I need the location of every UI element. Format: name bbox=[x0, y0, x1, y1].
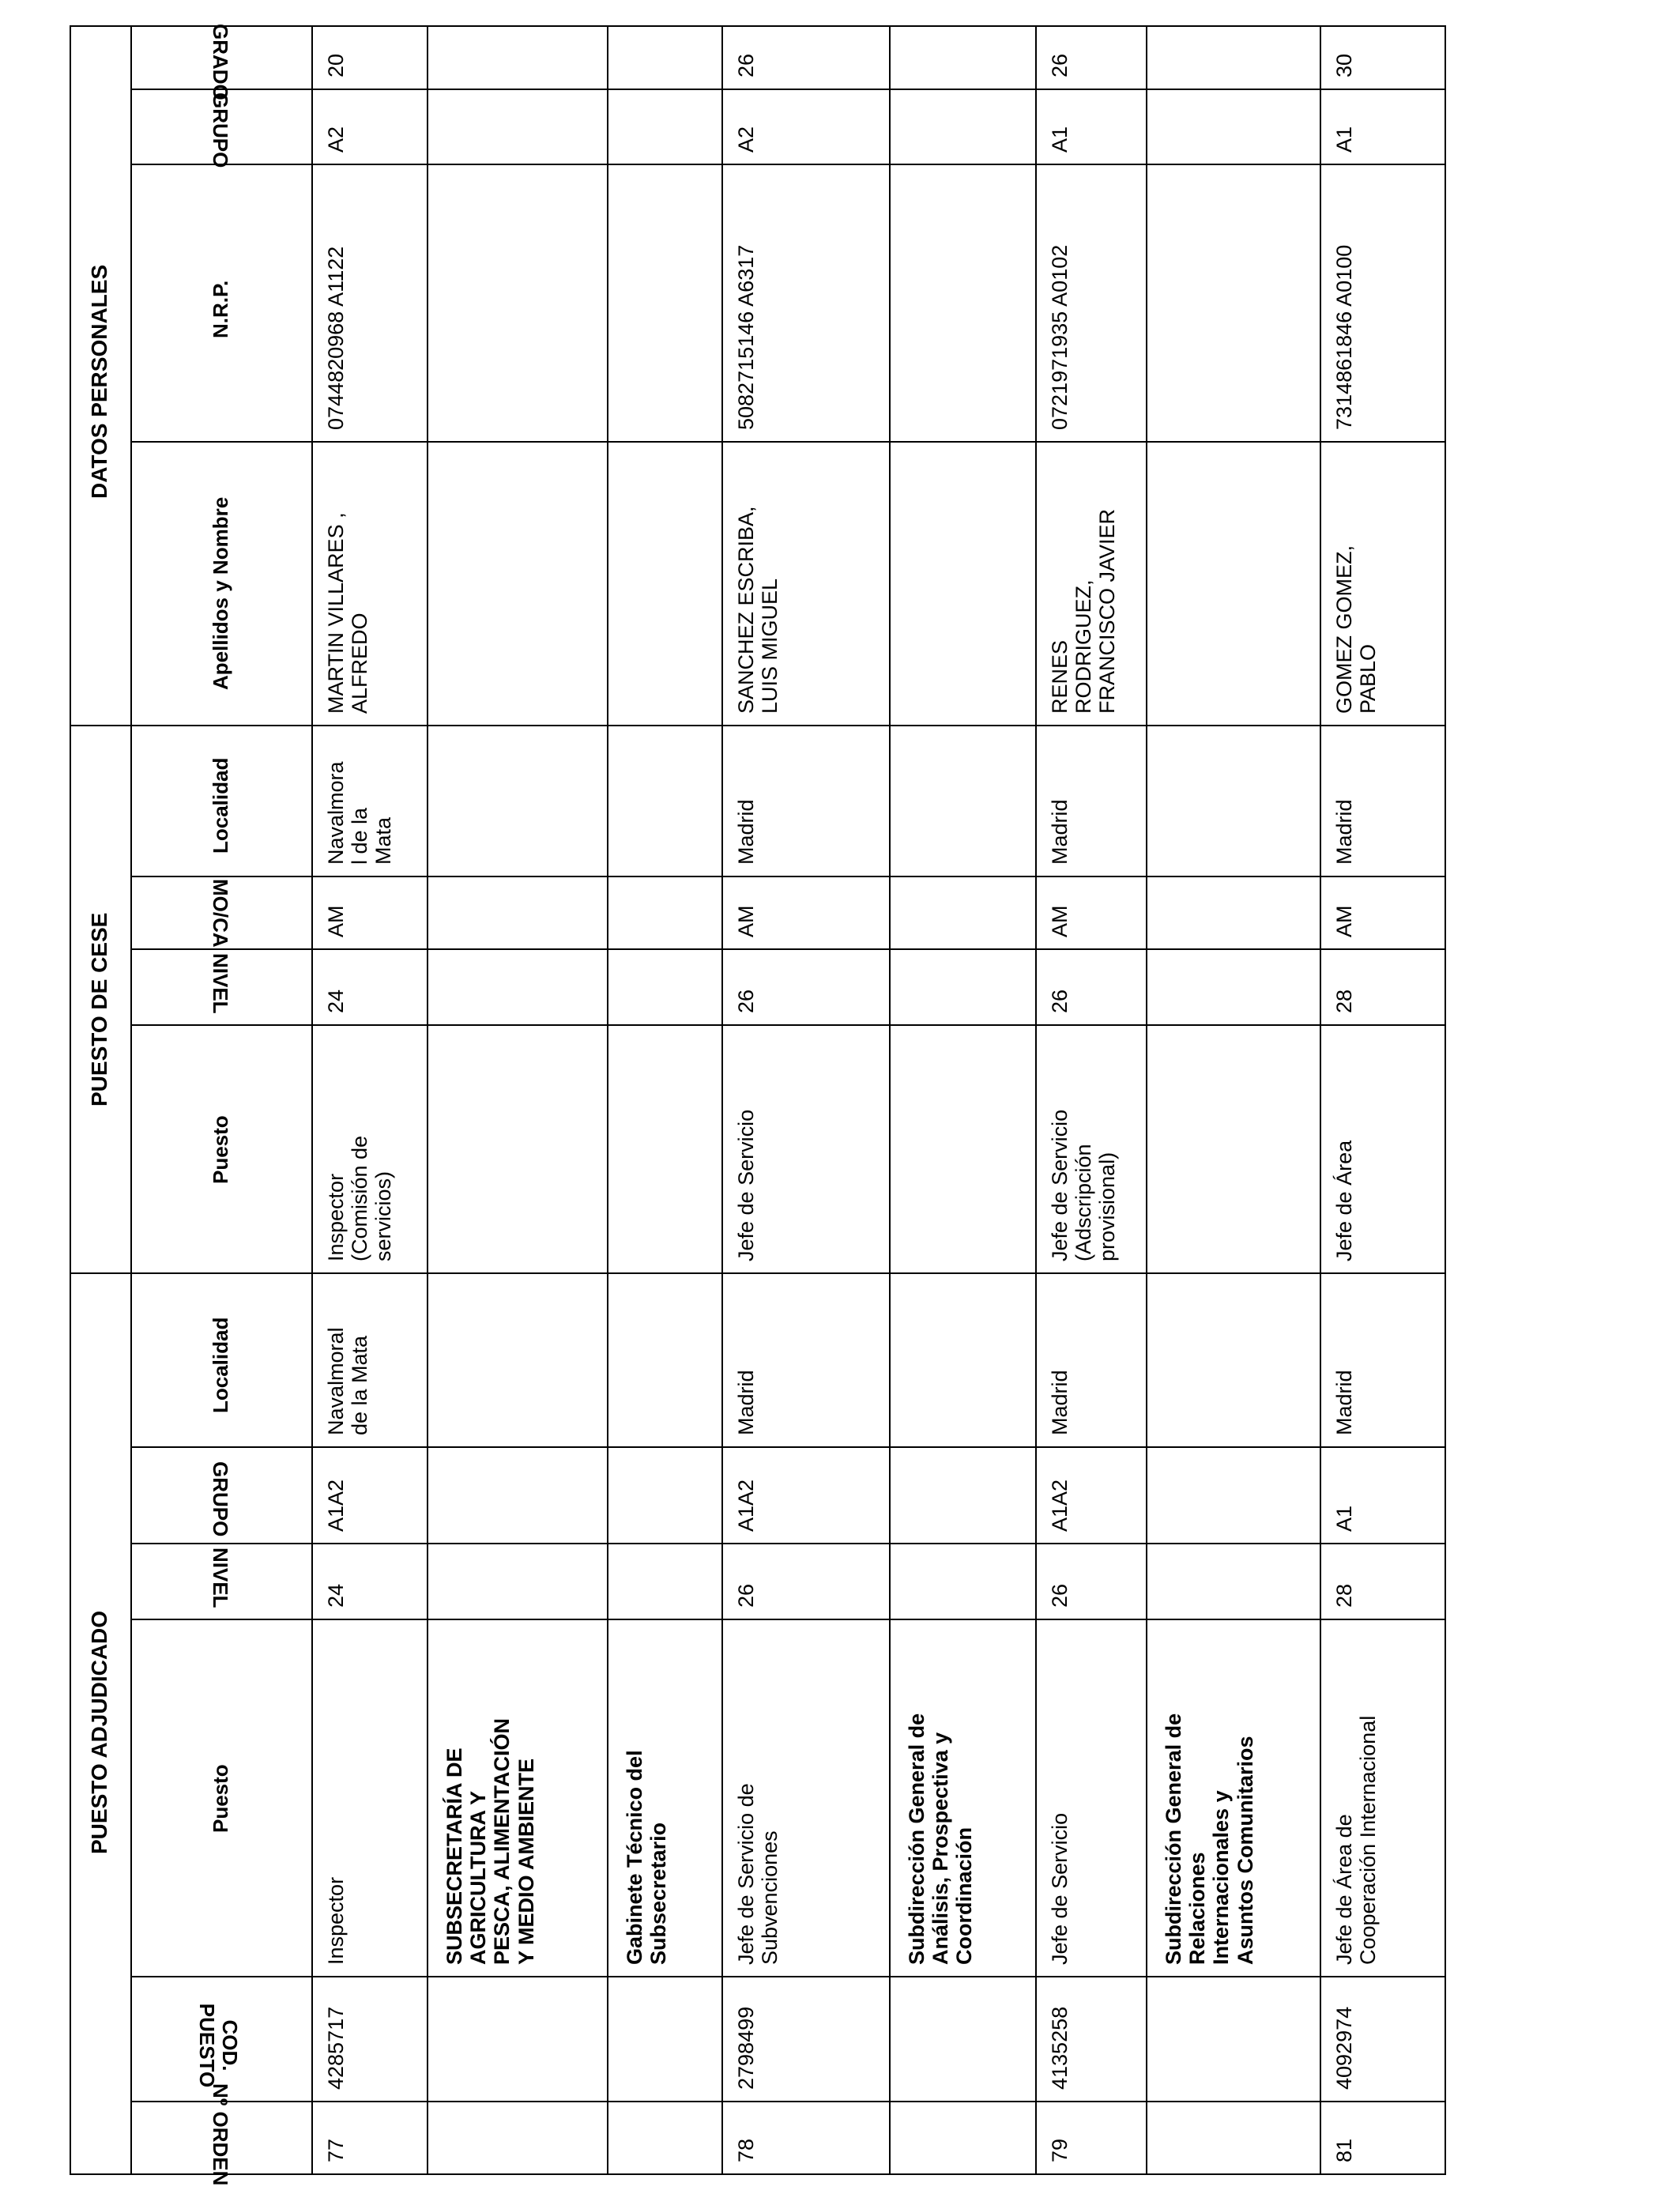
cese-localidad-cell-line: Madrid bbox=[1048, 799, 1072, 865]
adj-puesto-cell-line: Jefe de Servicio de bbox=[734, 1783, 758, 1965]
cese-moca-cell bbox=[1048, 906, 1072, 938]
adj-puesto-cell bbox=[734, 1783, 782, 1965]
column-header-cese-localidad: Localidad bbox=[209, 757, 232, 854]
adj-localidad-cell bbox=[1332, 1370, 1356, 1435]
column-divider bbox=[70, 725, 1445, 726]
column-divider bbox=[130, 1446, 1445, 1448]
grupo-cell bbox=[1048, 126, 1072, 153]
section-heading bbox=[443, 1718, 538, 1965]
orden-cell-line: 78 bbox=[734, 2138, 758, 2162]
header-band-divider bbox=[311, 25, 313, 2173]
grado-cell bbox=[324, 54, 348, 77]
adj-localidad-cell bbox=[734, 1370, 758, 1435]
column-divider bbox=[130, 948, 1445, 950]
section-heading-line: AGRICULTURA Y bbox=[466, 1791, 491, 1965]
adj-grupo-cell-line: A1A2 bbox=[734, 1479, 758, 1532]
column-header-grado: GRADO bbox=[209, 23, 232, 100]
cese-localidad-cell bbox=[1332, 799, 1356, 865]
adj-grupo-cell bbox=[1332, 1506, 1356, 1532]
section-heading bbox=[905, 1713, 977, 1965]
nrp-cell bbox=[324, 247, 348, 430]
adj-localidad-cell bbox=[1048, 1370, 1072, 1435]
grado-cell-line: 20 bbox=[324, 53, 348, 77]
cese-puesto-cell-line: (Adscripción bbox=[1072, 1144, 1096, 1261]
section-heading-line: Subdirección General de bbox=[905, 1713, 929, 1965]
nrp-cell-line: 0721971935 A0102 bbox=[1048, 244, 1072, 430]
apellidos-nombre-cell-line: RENES bbox=[1048, 639, 1072, 714]
adj-puesto-cell bbox=[1048, 1813, 1072, 1965]
section-heading bbox=[1162, 1713, 1257, 1965]
column-header-cese-moca: MO/CA bbox=[209, 878, 232, 948]
section-heading-line: Relaciones bbox=[1185, 1852, 1210, 1965]
adj-puesto-cell-line: Cooperación Internacional bbox=[1356, 1715, 1381, 1965]
column-divider bbox=[130, 1543, 1445, 1544]
cese-puesto-cell-line: (Comisión de bbox=[348, 1135, 372, 1261]
grado-cell-line: 26 bbox=[1048, 53, 1072, 77]
adj-localidad-cell-line: Navalmoral bbox=[324, 1327, 348, 1435]
adj-nivel-cell bbox=[324, 1584, 348, 1608]
apellidos-nombre-cell-line: FRANCISCO JAVIER bbox=[1095, 508, 1120, 714]
column-divider bbox=[70, 1272, 1445, 1274]
cod-puesto-cell-line: 4285717 bbox=[324, 2006, 348, 2090]
grupo-cell-line: A1 bbox=[1048, 126, 1072, 153]
cese-moca-cell-line: AM bbox=[1048, 905, 1072, 937]
cese-moca-cell bbox=[1332, 906, 1356, 938]
orden-cell-line: 81 bbox=[1332, 2138, 1356, 2162]
table-border-right bbox=[1445, 25, 1446, 2175]
cese-puesto-cell-line: Jefe de Área bbox=[1332, 1140, 1356, 1261]
cese-puesto-cell-line: servicios) bbox=[371, 1171, 396, 1261]
cod-puesto-cell-line: 4092974 bbox=[1332, 2006, 1356, 2090]
adj-puesto-cell-line: Jefe de Servicio bbox=[1048, 1812, 1072, 1965]
section-heading-line: Coordinación bbox=[952, 1827, 977, 1965]
grado-cell bbox=[734, 54, 758, 77]
cese-nivel-cell-line: 26 bbox=[1048, 989, 1072, 1013]
grado-cell-line: 26 bbox=[734, 53, 758, 77]
orden-cell bbox=[324, 2139, 348, 2162]
column-divider bbox=[130, 2101, 1445, 2102]
table-border-bottom bbox=[70, 2173, 1446, 2175]
cod-puesto-cell bbox=[324, 2007, 348, 2090]
apellidos-nombre-cell-line: RODRIGUEZ, bbox=[1072, 579, 1096, 714]
column-divider bbox=[130, 1976, 1445, 1977]
table-border-top bbox=[70, 25, 1445, 27]
column-header-adj-grupo: GRUPO bbox=[209, 1461, 232, 1536]
adj-grupo-cell-line: A1A2 bbox=[1048, 1479, 1072, 1532]
orden-cell-line: 79 bbox=[1048, 2138, 1072, 2162]
column-header-cese-puesto: Puesto bbox=[209, 1115, 232, 1184]
orden-cell bbox=[1332, 2139, 1356, 2162]
adj-localidad-cell-line: de la Mata bbox=[348, 1335, 372, 1435]
column-header-cese-nivel: NIVEL bbox=[209, 952, 232, 1014]
grupo-cell-line: A2 bbox=[324, 126, 348, 153]
adj-grupo-cell bbox=[1048, 1480, 1072, 1532]
cese-nivel-cell bbox=[734, 990, 758, 1013]
column-header-nrp: N.R.P. bbox=[209, 280, 232, 338]
table-border-left bbox=[70, 25, 71, 2173]
column-header-cod-puesto: COD. PUESTO bbox=[194, 2003, 242, 2088]
adj-localidad-cell-line: Madrid bbox=[1048, 1370, 1072, 1435]
group-header-puesto-adjudicado: PUESTO ADJUDICADO bbox=[87, 1610, 111, 1854]
adj-puesto-cell-line: Subvenciones bbox=[758, 1830, 782, 1965]
grupo-cell bbox=[1332, 126, 1356, 153]
cese-nivel-cell-line: 28 bbox=[1332, 989, 1356, 1013]
section-heading-line: PESCA, ALIMENTACIÓN bbox=[490, 1717, 514, 1965]
cese-localidad-cell-line: Navalmora bbox=[324, 761, 348, 865]
adj-nivel-cell-line: 26 bbox=[734, 1583, 758, 1608]
adj-nivel-cell-line: 26 bbox=[1048, 1583, 1072, 1608]
row-divider bbox=[1320, 25, 1321, 2173]
column-header-adj-nivel: NIVEL bbox=[209, 1547, 232, 1608]
section-heading-line: Asuntos Comunitarios bbox=[1233, 1736, 1257, 1965]
orden-cell-line: 77 bbox=[324, 2138, 348, 2162]
section-heading-line: Y MEDIO AMBIENTE bbox=[514, 1758, 538, 1965]
column-divider bbox=[130, 1619, 1445, 1620]
adj-nivel-cell-line: 24 bbox=[324, 1583, 348, 1608]
grado-cell-line: 30 bbox=[1332, 53, 1356, 77]
group-band-divider bbox=[130, 25, 132, 2173]
column-divider bbox=[130, 876, 1445, 877]
grupo-cell-line: A2 bbox=[734, 126, 758, 153]
cese-moca-cell bbox=[324, 906, 348, 938]
group-header-puesto-cese: PUESTO DE CESE bbox=[87, 912, 111, 1106]
row-divider bbox=[721, 25, 723, 2173]
cod-puesto-cell bbox=[734, 2007, 758, 2090]
adj-nivel-cell bbox=[1332, 1584, 1356, 1608]
adj-grupo-cell bbox=[734, 1480, 758, 1532]
column-header-grupo: GRUPO bbox=[209, 92, 232, 168]
cese-nivel-cell bbox=[324, 990, 348, 1013]
cese-localidad-cell-line: Mata bbox=[371, 816, 396, 865]
cese-localidad-cell-line: Madrid bbox=[734, 799, 758, 865]
cese-nivel-cell-line: 24 bbox=[324, 989, 348, 1013]
cese-nivel-cell-line: 26 bbox=[734, 989, 758, 1013]
nrp-cell bbox=[1048, 245, 1072, 430]
row-divider bbox=[427, 25, 428, 2173]
cese-moca-cell-line: AM bbox=[1332, 905, 1356, 937]
row-divider bbox=[1146, 25, 1147, 2173]
section-heading-line: Subsecretario bbox=[646, 1822, 671, 1965]
cese-puesto-cell-line: Jefe de Servicio bbox=[734, 1109, 758, 1261]
section-heading-line: Internacionales y bbox=[1209, 1790, 1234, 1965]
column-header-apellidos: Apellidos y Nombre bbox=[209, 496, 232, 690]
cese-nivel-cell bbox=[1048, 990, 1072, 1013]
row-divider bbox=[889, 25, 891, 2173]
grupo-cell-line: A1 bbox=[1332, 126, 1356, 153]
cese-puesto-cell-line: Jefe de Servicio bbox=[1048, 1109, 1072, 1261]
nrp-cell bbox=[1332, 245, 1356, 430]
column-divider bbox=[130, 1024, 1445, 1026]
cese-localidad-cell bbox=[324, 761, 396, 865]
column-divider bbox=[130, 89, 1445, 90]
row-divider bbox=[1035, 25, 1037, 2173]
section-heading-line: SUBSECRETARÍA DE bbox=[443, 1747, 466, 1965]
row-divider bbox=[607, 25, 608, 2173]
column-header-n-orden: Nº ORDEN bbox=[209, 2083, 232, 2186]
cod-puesto-cell bbox=[1048, 2007, 1072, 2090]
section-heading-line: Gabinete Técnico del bbox=[623, 1750, 646, 1965]
adj-puesto-cell bbox=[1332, 1716, 1380, 1965]
cese-localidad-cell bbox=[734, 799, 758, 865]
orden-cell bbox=[734, 2139, 758, 2162]
cod-puesto-cell bbox=[1332, 2007, 1356, 2090]
apellidos-nombre-cell-line: ALFREDO bbox=[348, 613, 372, 714]
grupo-cell bbox=[324, 126, 348, 153]
section-heading bbox=[623, 1750, 670, 1965]
cod-puesto-cell-line: 2798499 bbox=[734, 2006, 758, 2090]
adj-grupo-cell-line: A1 bbox=[1332, 1505, 1356, 1532]
adj-puesto-cell-line: Inspector bbox=[324, 1876, 348, 1965]
grupo-cell bbox=[734, 126, 758, 153]
column-header-adj-localidad: Localidad bbox=[209, 1317, 232, 1413]
cese-puesto-cell bbox=[1332, 1140, 1356, 1261]
apellidos-nombre-cell-line: PABLO bbox=[1356, 643, 1381, 714]
column-header-adj-puesto: Puesto bbox=[209, 1764, 232, 1833]
grado-cell bbox=[1048, 54, 1072, 77]
apellidos-nombre-cell-line: SANCHEZ ESCRIBA, bbox=[734, 506, 758, 714]
apellidos-nombre-cell-line: LUIS MIGUEL bbox=[758, 578, 782, 714]
cod-puesto-cell-line: 4135258 bbox=[1048, 2006, 1072, 2090]
nrp-cell-line: 0744820968 A1122 bbox=[324, 246, 348, 430]
cese-moca-cell bbox=[734, 906, 758, 938]
cese-localidad-cell bbox=[1048, 799, 1072, 865]
apellidos-nombre-cell bbox=[1332, 545, 1380, 714]
adj-grupo-cell bbox=[324, 1480, 348, 1532]
section-heading-line: Subdirección General de bbox=[1162, 1713, 1185, 1965]
cese-localidad-cell-line: l de la bbox=[348, 807, 372, 865]
apellidos-nombre-cell bbox=[734, 506, 782, 714]
adj-nivel-cell bbox=[1048, 1584, 1072, 1608]
cese-moca-cell-line: AM bbox=[734, 905, 758, 937]
cese-nivel-cell bbox=[1332, 990, 1356, 1013]
adj-nivel-cell-line: 28 bbox=[1332, 1583, 1356, 1608]
grado-cell bbox=[1332, 54, 1356, 77]
group-header-datos-personales: DATOS PERSONALES bbox=[87, 264, 111, 499]
apellidos-nombre-cell-line: MARTIN VILLARES , bbox=[324, 512, 348, 714]
column-divider bbox=[130, 164, 1445, 165]
apellidos-nombre-cell bbox=[1048, 509, 1120, 714]
cese-localidad-cell-line: Madrid bbox=[1332, 799, 1356, 865]
apellidos-nombre-cell-line: GOMEZ GOMEZ, bbox=[1332, 545, 1356, 714]
cese-moca-cell-line: AM bbox=[324, 905, 348, 937]
column-divider bbox=[130, 441, 1445, 443]
adj-puesto-cell-line: Jefe de Área de bbox=[1332, 1814, 1356, 1965]
apellidos-nombre-cell bbox=[324, 512, 371, 714]
adj-localidad-cell-line: Madrid bbox=[734, 1370, 758, 1435]
nrp-cell bbox=[734, 245, 758, 430]
cese-puesto-cell-line: Inspector bbox=[324, 1173, 348, 1261]
orden-cell bbox=[1048, 2139, 1072, 2162]
cese-puesto-cell bbox=[1048, 1110, 1120, 1261]
adj-nivel-cell bbox=[734, 1584, 758, 1608]
nrp-cell-line: 7314861846 A0100 bbox=[1332, 244, 1356, 430]
adj-localidad-cell-line: Madrid bbox=[1332, 1370, 1356, 1435]
adj-grupo-cell-line: A1A2 bbox=[324, 1479, 348, 1532]
adj-localidad-cell bbox=[324, 1327, 371, 1435]
cese-puesto-cell bbox=[324, 1136, 396, 1261]
cese-puesto-cell-line: provisional) bbox=[1095, 1152, 1120, 1261]
section-heading-line: Análisis, Prospectiva y bbox=[929, 1732, 953, 1965]
nrp-cell-line: 5082715146 A6317 bbox=[734, 244, 758, 430]
cese-puesto-cell bbox=[734, 1110, 758, 1261]
adj-puesto-cell bbox=[324, 1877, 348, 1965]
